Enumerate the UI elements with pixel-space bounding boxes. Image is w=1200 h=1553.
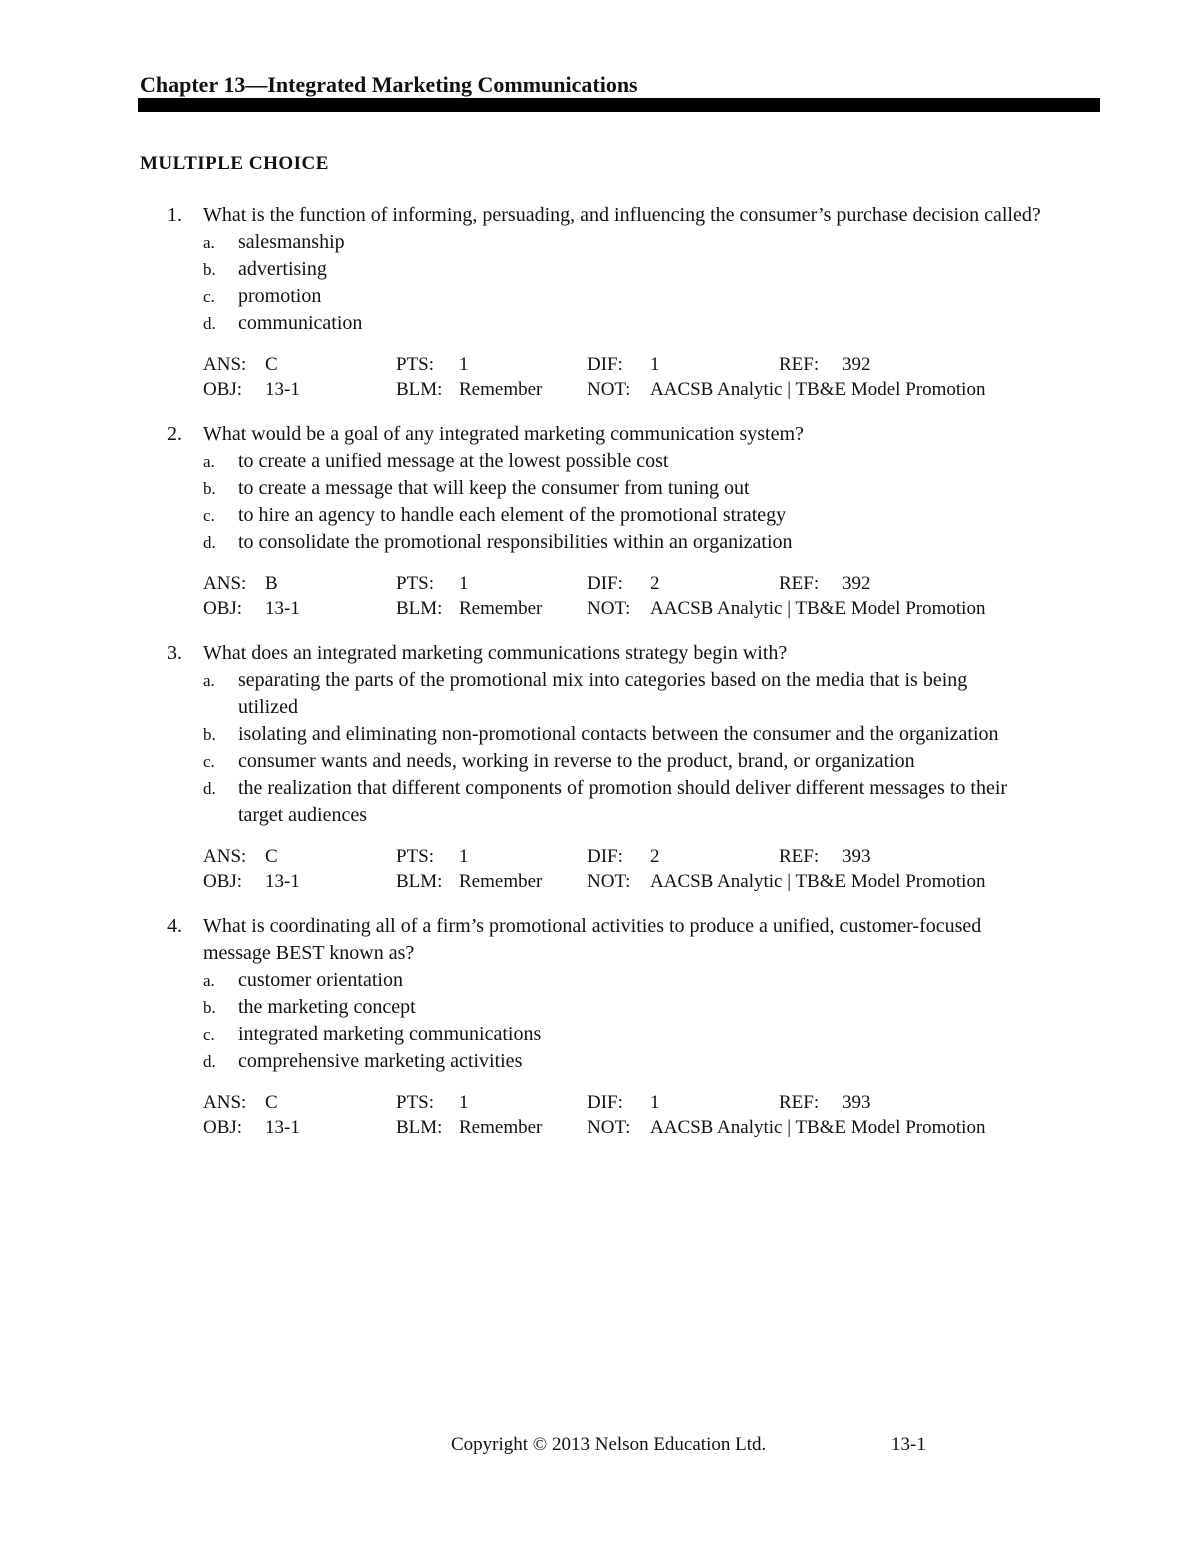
- question-number: 2.: [167, 423, 182, 445]
- not-label: NOT:: [587, 379, 631, 400]
- choice-text: isolating and eliminating non-promotional contacts between the consumer and the organization: [238, 723, 999, 745]
- choice-d: [203, 310, 1200, 337]
- ref-value: 393: [842, 1092, 871, 1113]
- choice-text: customer orientation: [238, 969, 403, 991]
- ans-value: C: [265, 846, 278, 867]
- obj-label: OBJ:: [203, 1117, 243, 1138]
- choice-list: [0, 667, 1200, 829]
- pts-value: 1: [459, 573, 469, 594]
- choice-text: salesmanship: [238, 231, 345, 253]
- answer-meta: [0, 1089, 1200, 1139]
- choice-letter: c.: [203, 287, 215, 306]
- choice-letter: d.: [203, 533, 216, 552]
- question-number: 4.: [167, 915, 182, 937]
- choice-letter: d.: [203, 1052, 216, 1071]
- question-1: [0, 202, 1200, 401]
- pts-label: PTS:: [396, 846, 435, 867]
- blm-value: Remember: [459, 598, 543, 619]
- choice-list: [0, 229, 1200, 337]
- question-3: [0, 640, 1200, 893]
- choice-b: [203, 721, 1200, 748]
- choice-letter: a.: [203, 671, 215, 690]
- choice-letter: d.: [203, 779, 216, 798]
- question-4: [0, 913, 1200, 1139]
- choice-text: promotion: [238, 285, 322, 307]
- question-text: What is the function of informing, persuading, and influencing the consumer’s purchase decision called?: [203, 204, 1041, 226]
- choice-a: [203, 967, 1200, 994]
- ref-value: 393: [842, 846, 871, 867]
- ref-label: REF:: [779, 354, 820, 375]
- choice-b: [203, 994, 1200, 1021]
- choice-c: [203, 283, 1200, 310]
- choice-text: to create a message that will keep the consumer from tuning out: [238, 477, 750, 499]
- choice-letter: b.: [203, 479, 216, 498]
- question-text: What would be a goal of any integrated marketing communication system?: [203, 423, 804, 445]
- choice-letter: a.: [203, 971, 215, 990]
- question-2: [0, 421, 1200, 620]
- not-label: NOT:: [587, 871, 631, 892]
- choice-c: [203, 502, 1200, 529]
- dif-value: 1: [650, 1092, 660, 1113]
- not-label: NOT:: [587, 598, 631, 619]
- obj-value: 13-1: [265, 379, 300, 400]
- dif-label: DIF:: [587, 354, 623, 375]
- choice-text: communication: [238, 312, 363, 334]
- answer-meta: [0, 351, 1200, 401]
- blm-value: Remember: [459, 1117, 543, 1138]
- choice-list: [0, 448, 1200, 556]
- choice-letter: c.: [203, 1025, 215, 1044]
- obj-label: OBJ:: [203, 379, 243, 400]
- dif-label: DIF:: [587, 573, 623, 594]
- not-value: AACSB Analytic | TB&E Model Promotion: [650, 1117, 986, 1138]
- ref-value: 392: [842, 354, 871, 375]
- pts-value: 1: [459, 846, 469, 867]
- question-number: 1.: [167, 204, 182, 226]
- choice-letter: b.: [203, 260, 216, 279]
- choice-text: to consolidate the promotional responsibilities within an organization: [238, 531, 793, 553]
- choice-letter: b.: [203, 998, 216, 1017]
- blm-label: BLM:: [396, 598, 443, 619]
- blm-label: BLM:: [396, 379, 443, 400]
- title-rule: [138, 98, 1100, 112]
- choice-text: to hire an agency to handle each element of the promotional strategy: [238, 504, 787, 526]
- obj-value: 13-1: [265, 871, 300, 892]
- choice-a: [203, 448, 1200, 475]
- blm-value: Remember: [459, 871, 543, 892]
- choice-letter: a.: [203, 452, 215, 471]
- ref-label: REF:: [779, 846, 820, 867]
- choice-d: [203, 1048, 1200, 1075]
- choice-letter: c.: [203, 506, 215, 525]
- obj-value: 13-1: [265, 1117, 300, 1138]
- pts-value: 1: [459, 354, 469, 375]
- footer-page-number: 13-1: [891, 1434, 926, 1455]
- choice-text: to create a unified message at the lowest possible cost: [238, 450, 669, 472]
- choice-b: [203, 475, 1200, 502]
- dif-value: 2: [650, 573, 660, 594]
- choice-text: advertising: [238, 258, 327, 280]
- footer-copyright: Copyright © 2013 Nelson Education Ltd.: [451, 1434, 767, 1455]
- choice-letter: b.: [203, 725, 216, 744]
- not-value: AACSB Analytic | TB&E Model Promotion: [650, 379, 986, 400]
- choice-a: [203, 229, 1200, 256]
- choice-text: consumer wants and needs, working in reverse to the product, brand, or organization: [238, 750, 915, 772]
- ans-label: ANS:: [203, 846, 247, 867]
- ref-label: REF:: [779, 1092, 820, 1113]
- choice-a: [203, 667, 1200, 721]
- answer-meta: [0, 570, 1200, 620]
- choice-c: [203, 1021, 1200, 1048]
- section-heading: MULTIPLE CHOICE: [140, 153, 329, 174]
- blm-value: Remember: [459, 379, 543, 400]
- choice-text: the marketing concept: [238, 996, 416, 1018]
- ref-value: 392: [842, 573, 871, 594]
- pts-label: PTS:: [396, 573, 435, 594]
- not-label: NOT:: [587, 1117, 631, 1138]
- obj-label: OBJ:: [203, 598, 243, 619]
- dif-value: 1: [650, 354, 660, 375]
- choice-text: the realization that different components of promotion should deliver different messages to their target audiences: [238, 777, 1008, 826]
- choice-list: [0, 967, 1200, 1075]
- choice-b: [203, 256, 1200, 283]
- dif-value: 2: [650, 846, 660, 867]
- choice-letter: c.: [203, 752, 215, 771]
- choice-d: [203, 529, 1200, 556]
- blm-label: BLM:: [396, 871, 443, 892]
- question-text: What is coordinating all of a firm’s promotional activities to produce a unified, customer-focused message BEST known as?: [203, 915, 982, 964]
- dif-label: DIF:: [587, 846, 623, 867]
- choice-d: [203, 775, 1200, 829]
- choice-text: integrated marketing communications: [238, 1023, 542, 1045]
- obj-label: OBJ:: [203, 871, 243, 892]
- ans-label: ANS:: [203, 354, 247, 375]
- choice-text: comprehensive marketing activities: [238, 1050, 523, 1072]
- ans-label: ANS:: [203, 1092, 247, 1113]
- ans-value: C: [265, 1092, 278, 1113]
- question-number: 3.: [167, 642, 182, 664]
- ans-value: B: [265, 573, 278, 594]
- ref-label: REF:: [779, 573, 820, 594]
- dif-label: DIF:: [587, 1092, 623, 1113]
- choice-c: [203, 748, 1200, 775]
- not-value: AACSB Analytic | TB&E Model Promotion: [650, 871, 986, 892]
- choice-letter: a.: [203, 233, 215, 252]
- blm-label: BLM:: [396, 1117, 443, 1138]
- ans-label: ANS:: [203, 573, 247, 594]
- ans-value: C: [265, 354, 278, 375]
- obj-value: 13-1: [265, 598, 300, 619]
- pts-label: PTS:: [396, 354, 435, 375]
- question-text: What does an integrated marketing communications strategy begin with?: [203, 642, 788, 664]
- not-value: AACSB Analytic | TB&E Model Promotion: [650, 598, 986, 619]
- chapter-title: Chapter 13—Integrated Marketing Communications: [140, 72, 638, 97]
- choice-letter: d.: [203, 314, 216, 333]
- pts-label: PTS:: [396, 1092, 435, 1113]
- answer-meta: [0, 843, 1200, 893]
- choice-text: separating the parts of the promotional mix into categories based on the media that is being utilized: [238, 669, 968, 718]
- pts-value: 1: [459, 1092, 469, 1113]
- question-list: [0, 202, 1200, 1139]
